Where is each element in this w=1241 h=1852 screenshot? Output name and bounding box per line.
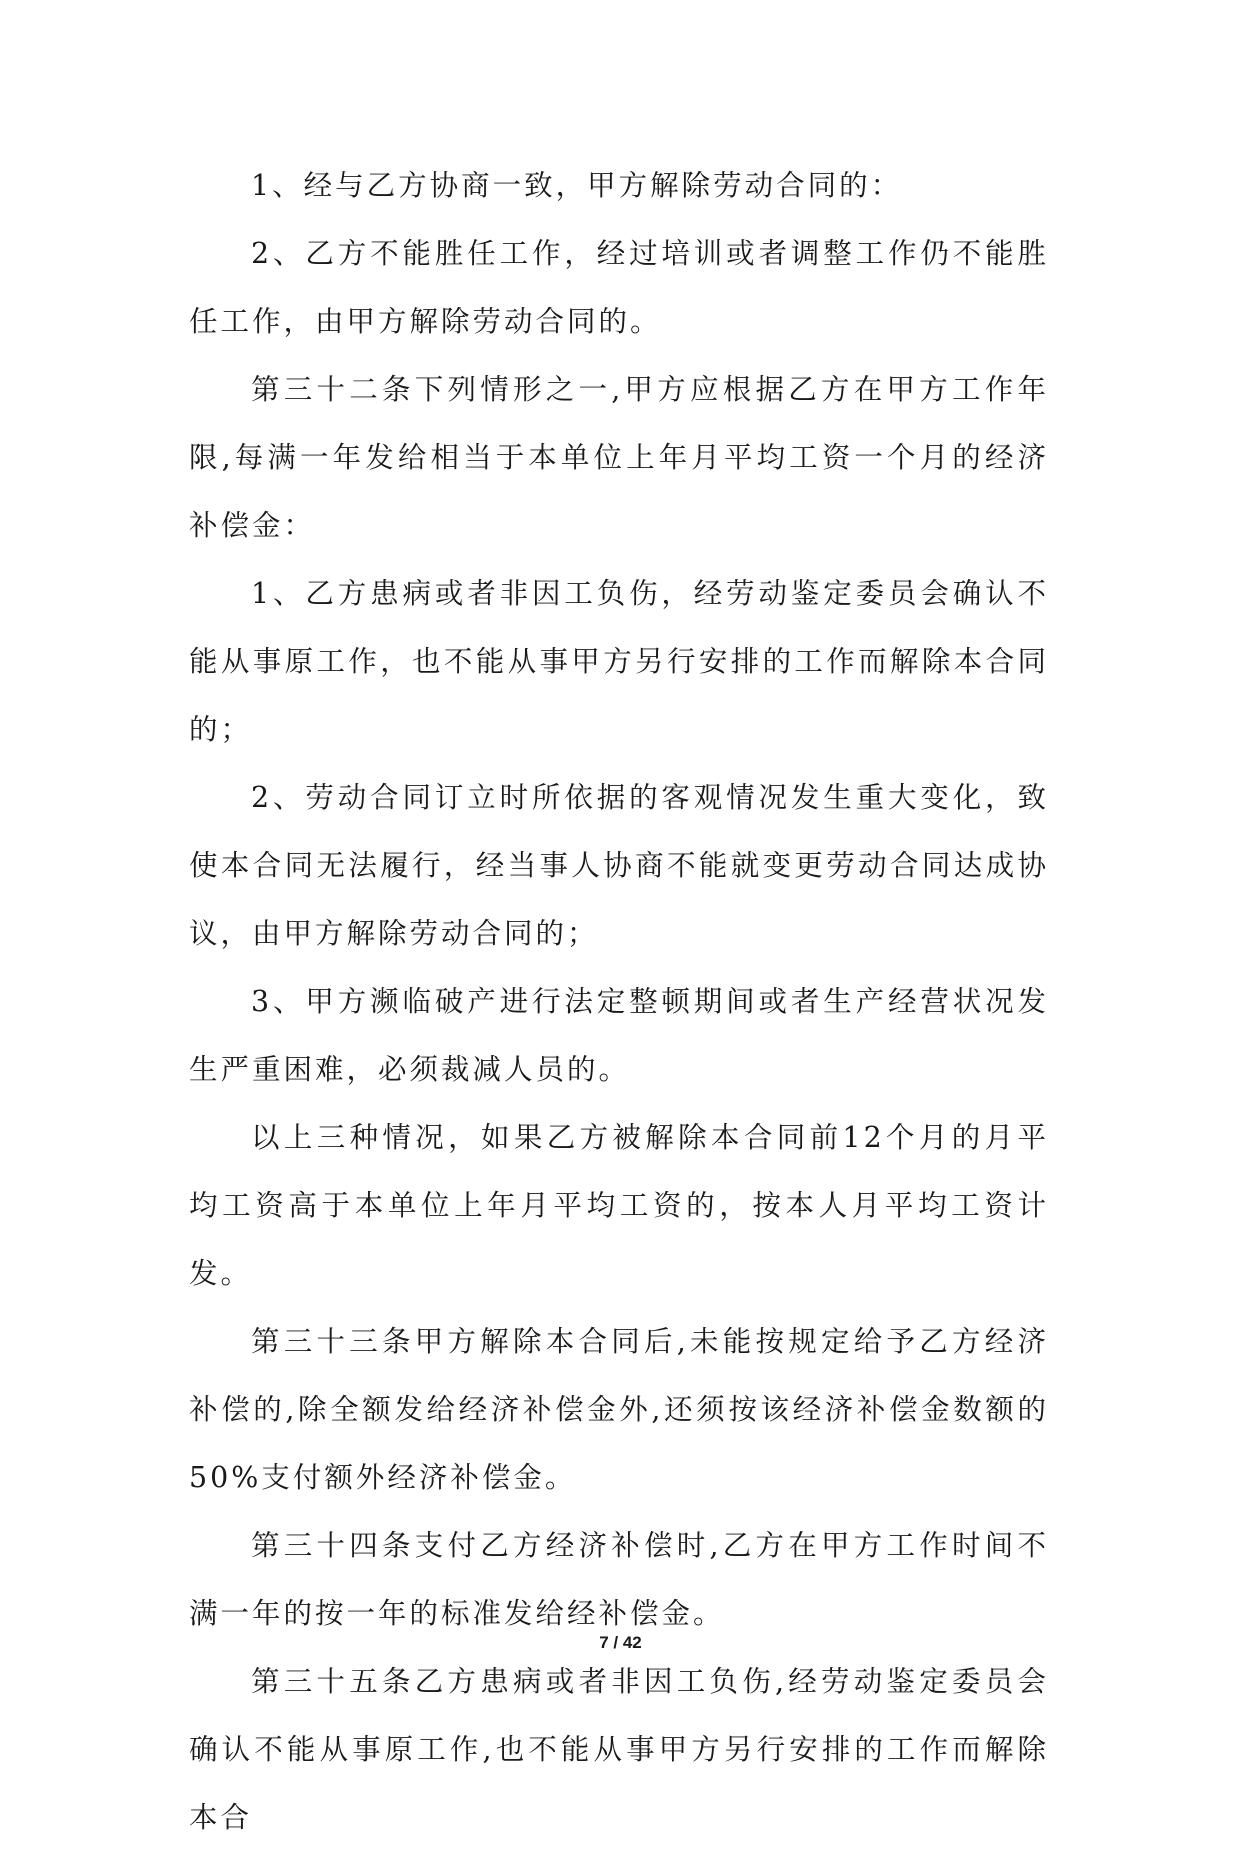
paragraph-6: 3、甲方濒临破产进行法定整顿期间或者生产经营状况发生严重困难，必须裁减人员的。 bbox=[189, 985, 1049, 1086]
paragraph-10: 第三十五条乙方患病或者非因工负伤,经劳动鉴定委员会确认不能从事原工作,也不能从事甲方另行安排的工作而解除本合 bbox=[189, 1665, 1049, 1834]
page-number: 7 / 42 bbox=[599, 1633, 642, 1652]
paragraph-3: 第三十二条下列情形之一,甲方应根据乙方在甲方工作年限,每满一年发给相当于本单位上年月平均工资一个月的经济补偿金： bbox=[189, 373, 1049, 542]
document-body bbox=[189, 152, 1049, 1852]
paragraph-1: 1、经与乙方协商一致，甲方解除劳动合同的： bbox=[251, 169, 903, 202]
paragraph-8: 第三十三条甲方解除本合同后,未能按规定给予乙方经济补偿的,除全额发给经济补偿金外,还须按该经济补偿金数额的50%支付额外经济补偿金。 bbox=[189, 1325, 1049, 1494]
paragraph-4: 1、乙方患病或者非因工负伤，经劳动鉴定委员会确认不能从事原工作，也不能从事甲方另行安排的工作而解除本合同的； bbox=[189, 577, 1049, 746]
paragraph-9: 第三十四条支付乙方经济补偿时,乙方在甲方工作时间不满一年的按一年的标准发给经补偿金。 bbox=[189, 1529, 1049, 1630]
paragraph-2: 2、乙方不能胜任工作，经过培训或者调整工作仍不能胜任工作，由甲方解除劳动合同的。 bbox=[189, 237, 1049, 338]
paragraph-5: 2、劳动合同订立时所依据的客观情况发生重大变化，致使本合同无法履行，经当事人协商不能就变更劳动合同达成协议，由甲方解除劳动合同的； bbox=[189, 781, 1049, 950]
paragraph-7: 以上三种情况，如果乙方被解除本合同前12个月的月平均工资高于本单位上年月平均工资的，按本人月平均工资计发。 bbox=[189, 1121, 1049, 1290]
